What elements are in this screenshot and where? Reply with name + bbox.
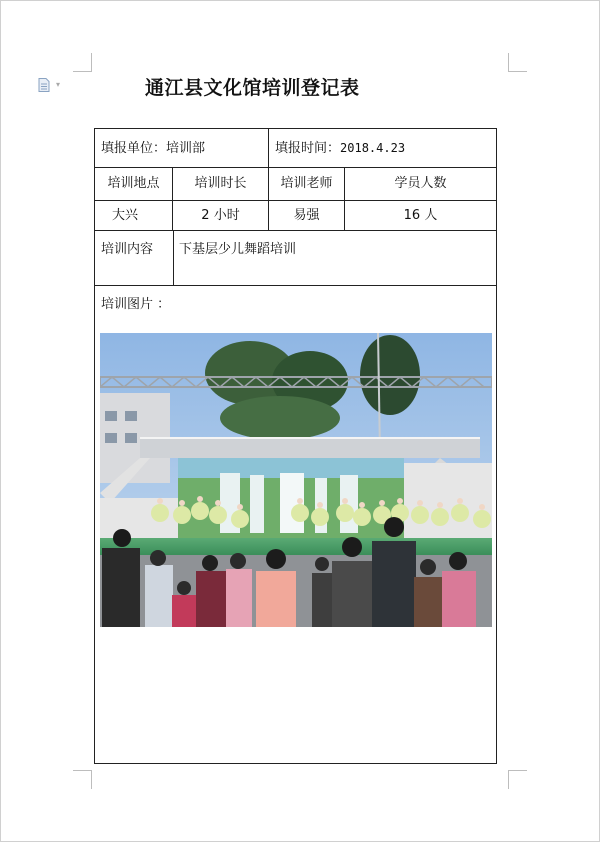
value-duration: 2 小时	[201, 208, 240, 223]
unit-label: 填报单位：	[101, 141, 167, 156]
training-photo	[100, 333, 492, 627]
crop-mark-top-right	[508, 53, 527, 72]
header-teacher: 培训老师	[280, 176, 333, 191]
header-students: 学员人数	[394, 176, 447, 191]
crop-mark-bottom-left	[73, 770, 92, 789]
value-location: 大兴	[111, 208, 138, 223]
time-value: 2018.4.23	[340, 141, 406, 155]
col-divider	[268, 129, 269, 167]
crop-mark-bottom-right	[508, 770, 527, 789]
content-value: 下基层少儿舞蹈培训	[179, 242, 297, 257]
chevron-down-icon[interactable]: ▾	[56, 80, 61, 89]
header-duration: 培训时长	[194, 176, 247, 191]
value-teacher: 易强	[293, 208, 320, 223]
row-divider	[95, 230, 496, 231]
photo-label: 培训图片 ：	[101, 297, 171, 312]
crop-mark-top-left	[73, 53, 92, 72]
unit-value: 培训部	[166, 141, 206, 156]
time-label: 填报时间：	[275, 141, 341, 156]
time-field	[275, 137, 405, 156]
header-location: 培训地点	[107, 176, 160, 191]
document-icon[interactable]	[38, 78, 50, 92]
row-divider	[95, 285, 496, 286]
unit-field	[101, 137, 205, 156]
value-students: 16 人	[403, 208, 438, 223]
content-label: 培训内容	[101, 242, 154, 257]
registration-form	[94, 128, 497, 764]
page-title: 通江县文化馆培训登记表	[145, 77, 360, 99]
col-divider	[173, 230, 174, 285]
